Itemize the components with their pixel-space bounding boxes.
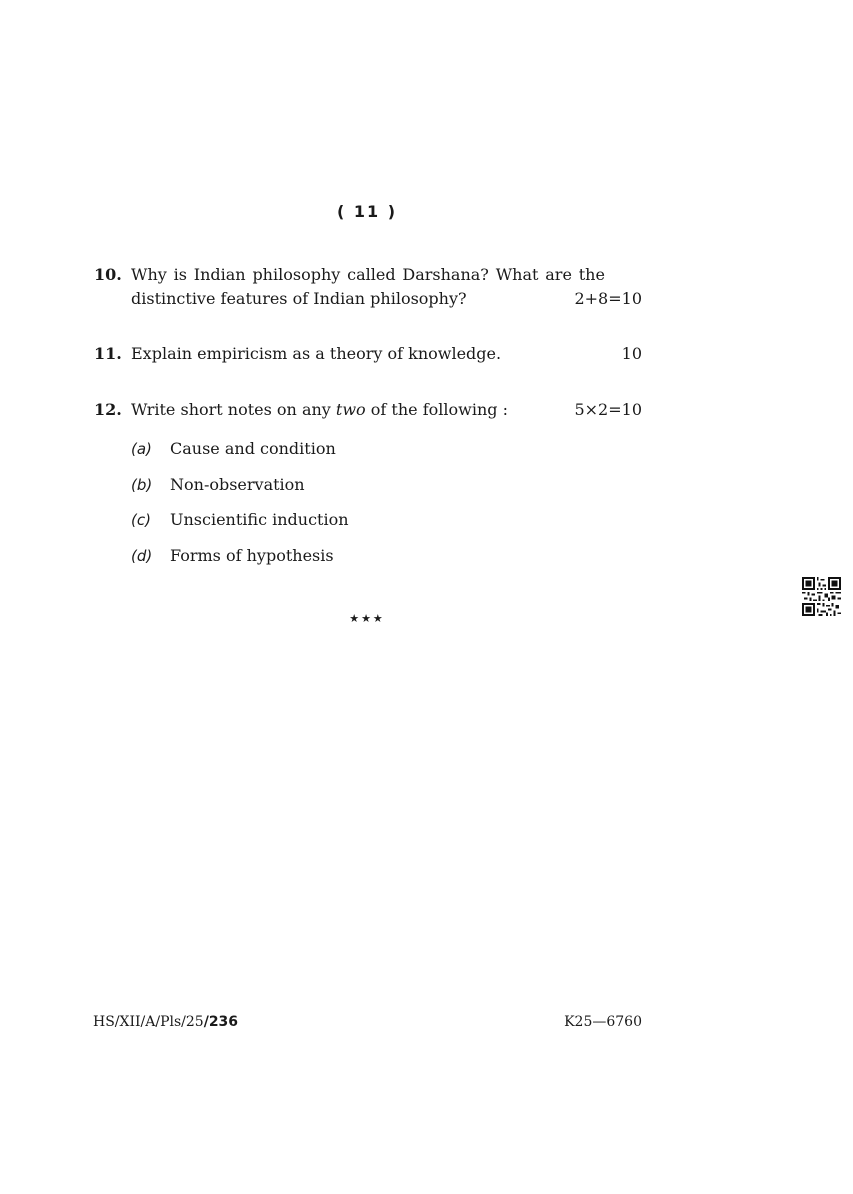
item-text: Cause and condition [170, 439, 336, 458]
paper-code: HS/XII/A/Pls/25/236 [93, 1014, 239, 1030]
page-number: ( 11 ) [336, 202, 398, 221]
list-item [131, 473, 349, 509]
item-text: Unscientific induction [170, 510, 349, 529]
marks: 5×2=10 [574, 400, 642, 419]
question-10 [94, 263, 642, 311]
question-12 [94, 398, 642, 422]
list-item [131, 544, 349, 580]
item-label: (a) [131, 440, 152, 458]
question-text: Explain empiricism as a theory of knowledge. [131, 344, 502, 363]
sub-item-list [131, 437, 349, 579]
question-number: 11. [94, 344, 122, 363]
question-text: Write short notes on any two of the following : [131, 400, 508, 419]
marks: 10 [621, 344, 642, 363]
question-number: 12. [94, 400, 122, 419]
question-text-line-1: Why is Indian philosophy called Darshana? What are the [131, 265, 605, 284]
item-label: (c) [131, 511, 151, 529]
print-code: K25—6760 [564, 1014, 642, 1030]
end-of-paper-stars: ★★★ [349, 612, 385, 625]
emphasis: two [335, 400, 366, 419]
item-label: (b) [131, 475, 153, 494]
item-label: (d) [131, 546, 153, 565]
marks: 2+8=10 [574, 289, 642, 308]
question-number: 10. [94, 265, 122, 284]
item-text: Forms of hypothesis [170, 545, 334, 565]
list-item [131, 437, 349, 473]
list-item [131, 508, 349, 544]
question-11 [94, 342, 642, 366]
item-text: Non-observation [170, 474, 305, 494]
qr-code-icon [802, 577, 841, 616]
question-text-line-2: distinctive features of Indian philosophy? [131, 289, 467, 308]
